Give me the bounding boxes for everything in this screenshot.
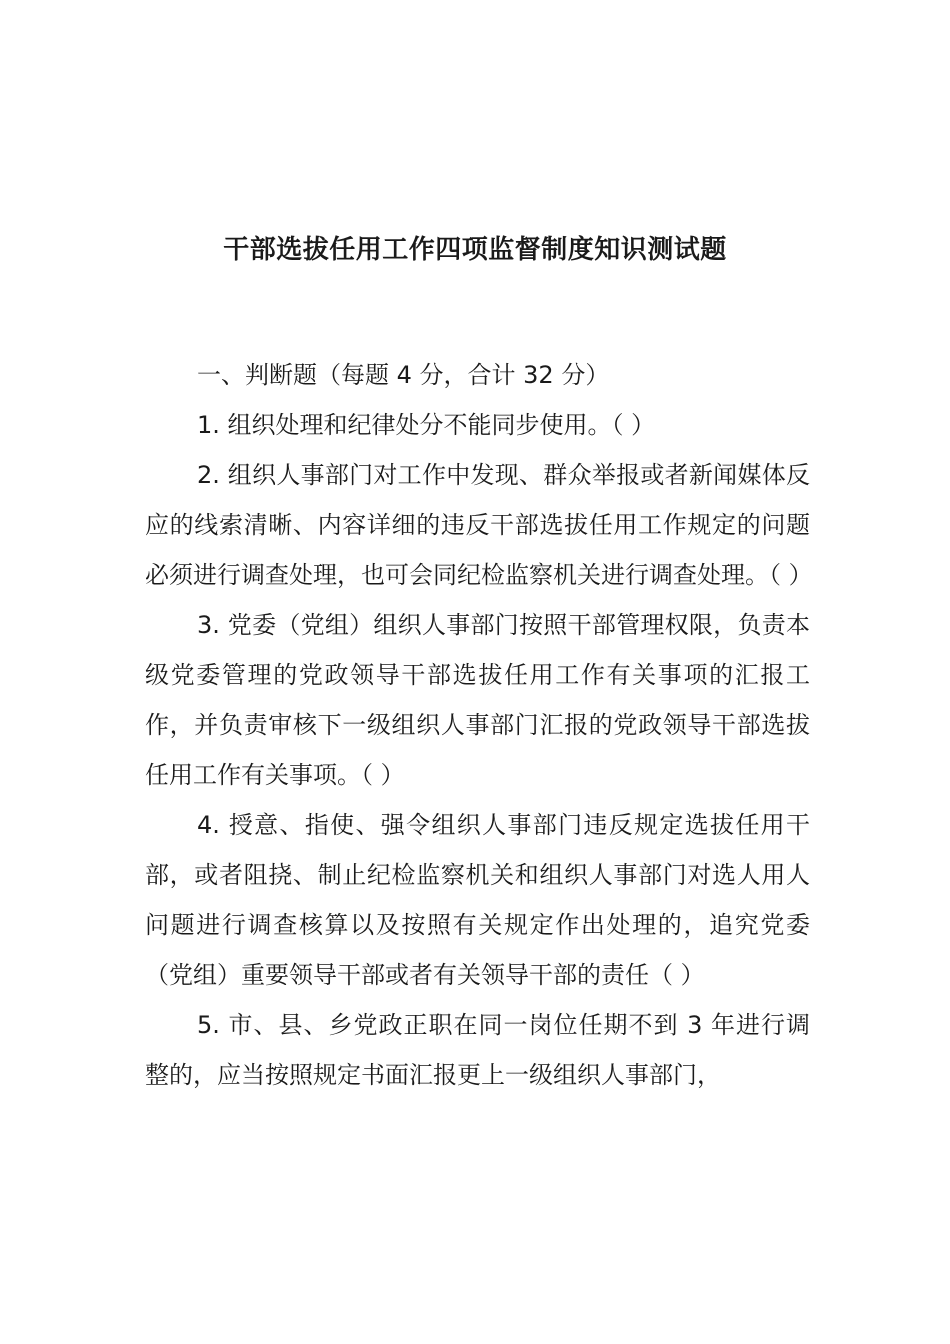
document-body: [145, 350, 813, 1100]
question-3: 3. 党委（党组）组织人事部门按照干部管理权限，负责本级党委管理的党政领导干部选拔任用工作有关事项的汇报工作，并负责审核下一级组织人事部门汇报的党政领导干部选拔任用工作有关事项。（ ）: [145, 611, 810, 789]
question-4: 4. 授意、指使、强令组织人事部门违反规定选拔任用干部，或者阻挠、制止纪检监察机关和组织人事部门对选人用人问题进行调查核算以及按照有关规定作出处理的，追究党委（党组）重要领导干部或者有关领导干部的责任（ ）: [145, 811, 810, 989]
question-5: 5. 市、县、乡党政正职在同一岗位任期不到 3 年进行调整的，应当按照规定书面汇报更上一级组织人事部门，: [145, 1011, 810, 1089]
document-title: 干部选拔任用工作四项监督制度知识测试题: [223, 235, 727, 265]
question-1: 1. 组织处理和纪律处分不能同步使用。（ ）: [197, 411, 656, 439]
question-2: 2. 组织人事部门对工作中发现、群众举报或者新闻媒体反应的线索清晰、内容详细的违反干部选拔任用工作规定的问题必须进行调查处理，也可会同纪检监察机关进行调查处理。（ ）: [145, 461, 813, 589]
section-heading: 一、判断题（每题 4 分，合计 32 分）: [197, 361, 610, 389]
